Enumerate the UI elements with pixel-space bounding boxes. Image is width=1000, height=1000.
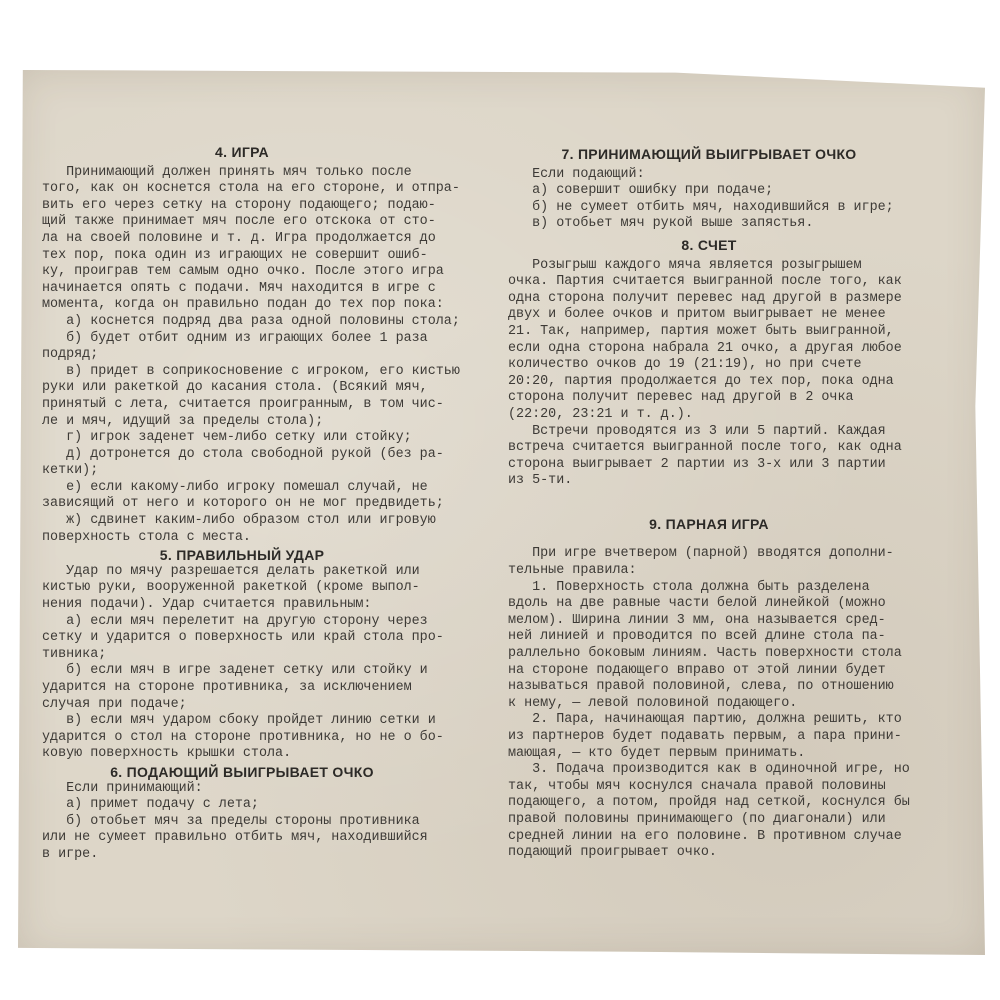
text-line: подряд; [42, 347, 99, 363]
text-line: кетки); [42, 463, 99, 479]
text-line: г) игрок заденет чем-либо сетку или стойку; [42, 430, 412, 446]
text-line: ж) сдвинет каким-либо образом стол или игровую [42, 513, 436, 529]
text-line: тех пор, пока один из играющих не совершит ошиб- [42, 247, 428, 263]
text-line: одна сторона получит перевес над другой в размере [508, 290, 902, 306]
text-line: Удар по мячу разрешается делать ракеткой или [42, 563, 420, 579]
section-5-body [42, 564, 442, 763]
text-line: из партнеров будет подавать первым, а пара прини- [508, 729, 902, 744]
text-line: б) не сумеет отбить мяч, находившийся в игре; [508, 199, 894, 215]
text-line: тивника; [42, 646, 107, 662]
section-8-heading: 8. СЧЕТ [681, 236, 737, 253]
text-line: е) если какому-либо игроку помешал случай, не [42, 479, 428, 495]
text-line: ле и мяч, идущий за пределы стола); [42, 413, 324, 429]
text-line: вить его через сетку на сторону подающего; подаю- [42, 197, 436, 213]
text-line: а) примет подачу с лета; [42, 797, 259, 813]
section-6-heading: 6. ПОДАЮЩИЙ ВЫИГРЫВАЕТ ОЧКО [110, 763, 374, 780]
text-line: Если принимающий: [42, 780, 203, 796]
section-8-body [508, 258, 910, 490]
section-5-heading: 5. ПРАВИЛЬНЫЙ УДАР [159, 547, 325, 564]
text-line: Принимающий должен принять мяч только после [42, 164, 412, 180]
text-line: ла на своей половине и т. д. Игра продолжается до [42, 230, 436, 246]
text-line: нения подачи). Удар считается правильным: [42, 597, 372, 613]
text-line: вдоль на две равные части белой линейкой (можно [508, 596, 886, 612]
text-line: ку, проиграв тем самым одно очко. После этого игра [42, 264, 444, 280]
text-line: двух и более очков и притом выигрывает не менее [508, 307, 886, 323]
text-line: из 5-ти. [508, 473, 573, 489]
text-line: а) коснется подряд два раза одной половины стола; [42, 313, 460, 329]
right-column [508, 146, 910, 862]
text-line: подающий проигрывает очко. [508, 845, 717, 861]
text-line: сетку и ударится о поверхность или край стола про- [42, 630, 444, 646]
text-line: б) будет отбит одним из играющих более 1 раза [42, 330, 428, 346]
text-line: ударится о стол на стороне противника, но не о бо- [42, 729, 444, 745]
text-line: кистью руки, вооруженной ракеткой (кроме выпол- [42, 580, 420, 596]
text-line: 20:20, партия продолжается до тех пор, пока одна [508, 373, 894, 389]
text-line: называться правой половиной, слева, по отношению [508, 679, 894, 695]
section-9-body [508, 546, 910, 861]
text-line: подающего, а потом, пройдя над сеткой, коснулся бы [508, 795, 910, 811]
text-line: того, как он коснется стола на его стороне, и отпра- [42, 181, 460, 197]
text-line: момента, когда он правильно подан до тех пор пока: [42, 297, 444, 313]
section-4-heading: 4. ИГРА [215, 144, 269, 160]
text-line: 1. Поверхность стола должна быть разделена [508, 579, 870, 595]
text-line: д) дотронется до стола свободной рукой (без ра- [42, 446, 444, 462]
text-line: в) придет в соприкосновение с игроком, его кистью [42, 363, 460, 379]
text-line: 21. Так, например, партия может быть выигранной, [508, 323, 894, 339]
text-line: 3. Подача производится как в одиночной игре, но [508, 762, 910, 778]
text-line: б) если мяч в игре заденет сетку или стойку и [42, 663, 428, 679]
text-line: ударится на стороне противника, за исключением [42, 680, 412, 695]
section-6-body [42, 781, 442, 864]
text-line: Встречи проводятся из 3 или 5 партий. Каждая [508, 423, 886, 439]
text-line: или не сумеет правильно отбить мяч, находившийся [42, 830, 428, 846]
text-line: правой половины принимающего (по диагонали) или [508, 811, 886, 827]
text-line: в) отобьет мяч рукой выше запястья. [508, 216, 814, 232]
text-line: ней линией и проводится по всей длине стола па- [508, 629, 886, 645]
text-line: к нему, — левой половиной подающего. [508, 695, 798, 711]
text-line: так, чтобы мяч коснулся сначала правой половины [508, 778, 886, 794]
text-line: ковую поверхность крышки стола. [42, 746, 292, 762]
left-column [42, 144, 460, 864]
section-4-body [42, 164, 460, 547]
text-line: мающая, — кто будет первым принимать. [508, 745, 806, 761]
text-line: в игре. [42, 846, 99, 862]
text-line: на стороне подающего вправо от этой линии будет [508, 662, 886, 678]
text-line: средней линии на его половине. В противном случае [508, 828, 902, 844]
text-line: случая при подаче; [42, 696, 187, 712]
text-line: мелом). Ширина линии 3 мм, она называется сред- [508, 612, 886, 628]
text-line: Если подающий: [508, 166, 645, 182]
text-line: раллельно боковым линиям. Часть поверхности стола [508, 646, 902, 662]
text-line: Розыгрыш каждого мяча является розыгрышем [508, 257, 862, 273]
text-line: тельные правила: [508, 563, 637, 579]
section-9-heading: 9. ПАРНАЯ ИГРА [649, 515, 769, 532]
text-line: а) совершит ошибку при подаче; [508, 183, 774, 199]
text-line: начинается опять с подачи. Мяч находится в игре с [42, 280, 436, 296]
text-line: 2. Пара, начинающая партию, должна решить, кто [508, 712, 902, 728]
section-7-heading: 7. ПРИНИМАЮЩИЙ ВЫИГРЫВАЕТ ОЧКО [561, 146, 857, 162]
text-line: а) если мяч перелетит на другую сторону через [42, 613, 428, 629]
text-line: руки или ракеткой до касания стола. (Всякий мяч, [42, 380, 428, 396]
text-line: При игре вчетвером (парной) вводятся дополни- [508, 546, 894, 562]
text-line: количество очков до 19 (21:19), но при счете [508, 357, 862, 373]
text-line: очка. Партия считается выигранной после того, как [508, 274, 902, 290]
text-line: сторона выигрывает 2 партии из 3-х или 3 партии [508, 456, 886, 472]
text-line: если одна сторона набрала 21 очко, а другая любое [508, 340, 902, 356]
text-line: щий также принимает мяч после его отскока от сто- [42, 214, 436, 230]
text-line: сторона получит перевес над другой в 2 очка [508, 390, 854, 406]
text-line: встреча считается выигранной после того, как одна [508, 440, 902, 456]
text-line: поверхность стола с места. [42, 529, 251, 545]
section-7-body [508, 167, 910, 233]
text-line: б) отобьет мяч за пределы стороны противника [42, 813, 420, 829]
text-line: в) если мяч ударом сбоку пройдет линию сетки и [42, 713, 436, 729]
text-line: (22:20, 23:21 и т. д.). [508, 406, 693, 422]
text-line: принятый с лета, считается проигранным, в том чис- [42, 396, 444, 412]
text-line: зависящий от него и которого он не мог предвидеть; [42, 496, 444, 512]
